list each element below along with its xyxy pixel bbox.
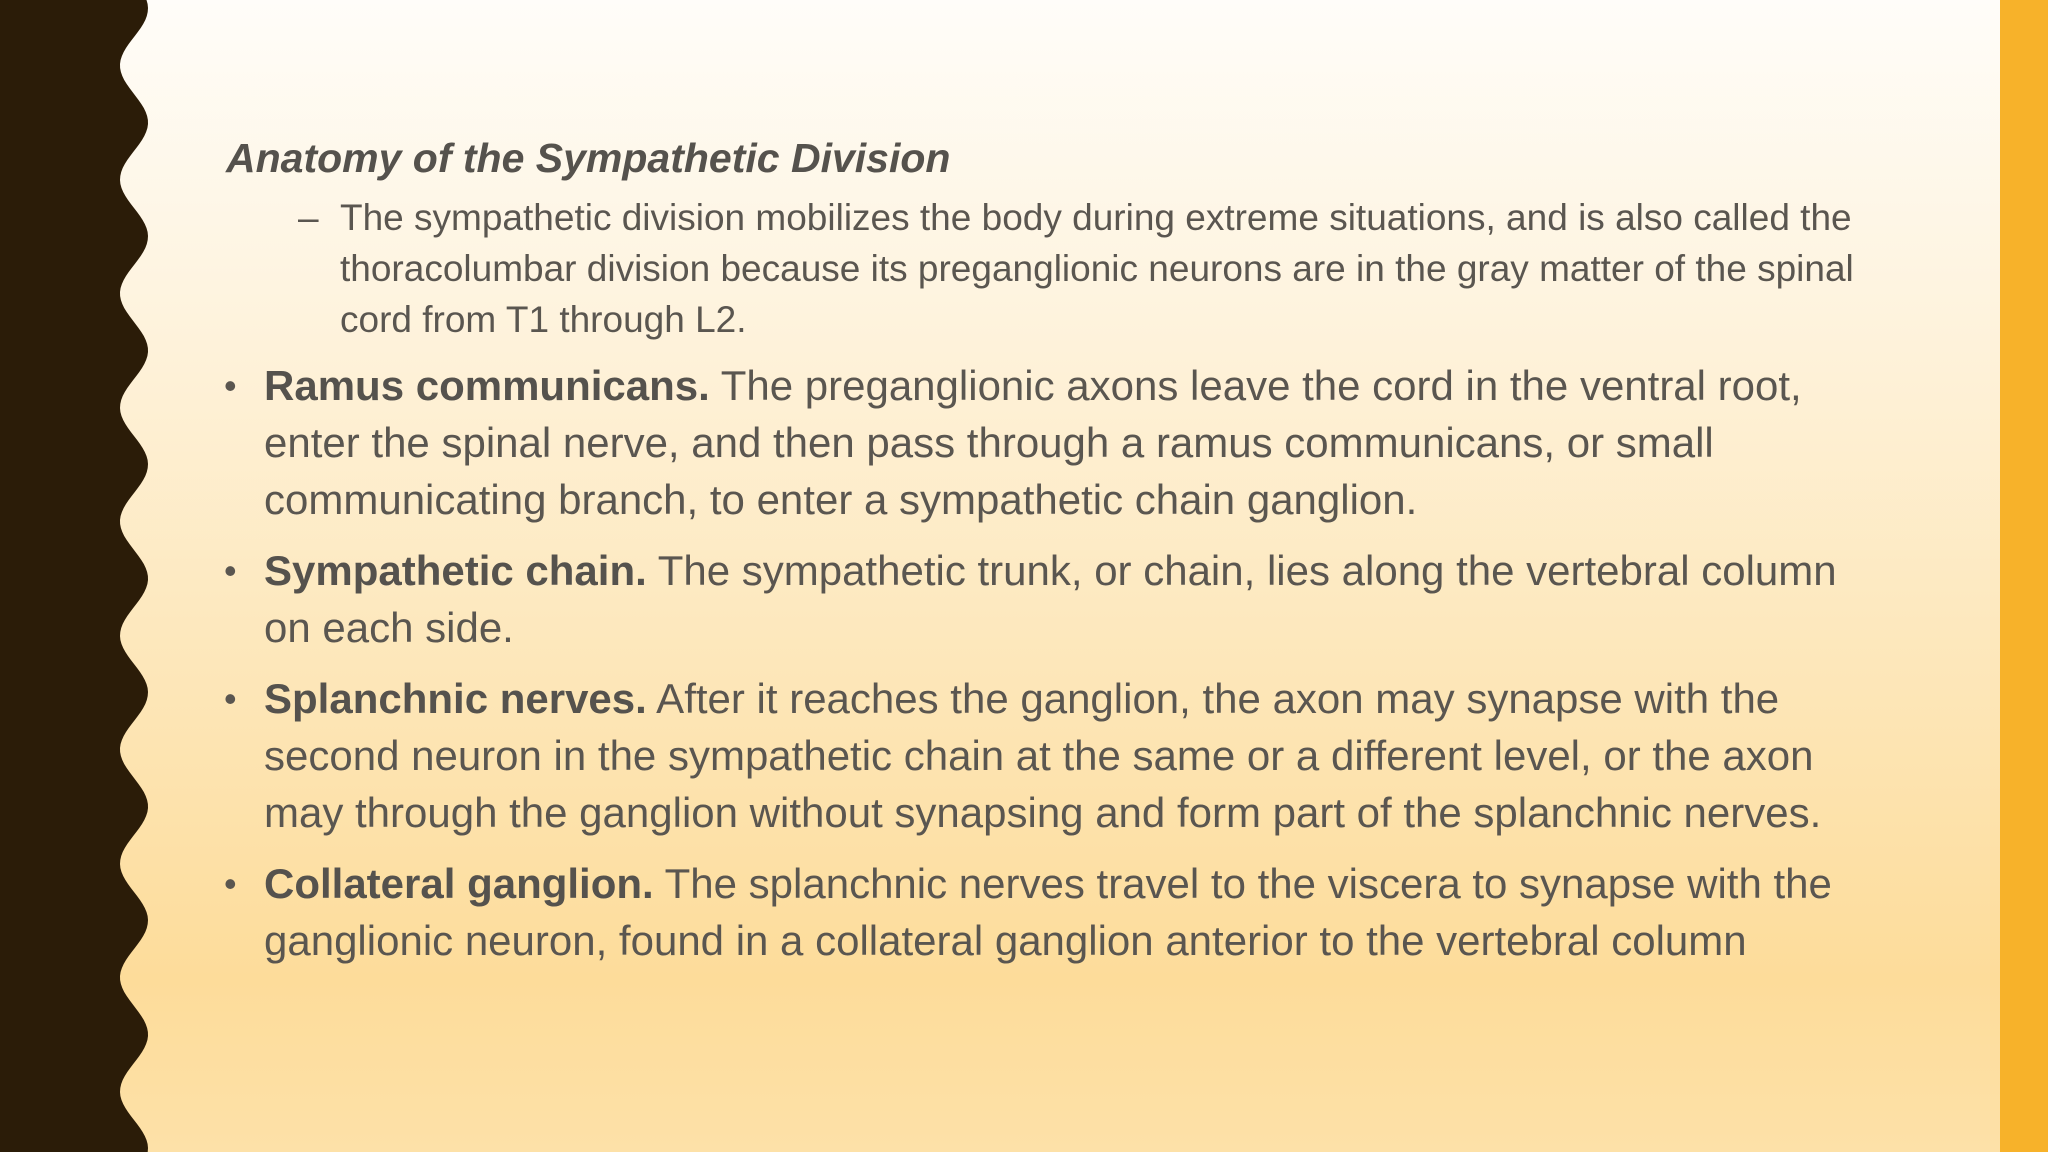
bullet-term: Sympathetic chain. bbox=[264, 547, 647, 594]
bullet-term: Splanchnic nerves. bbox=[264, 675, 647, 722]
bullet-marker: • bbox=[224, 550, 237, 591]
dash-marker: – bbox=[298, 197, 319, 238]
bullet-text: After it reaches the ganglion, the axon may synapse with the second neuron in the sympathetic chain at the same or a different level, or the axon may through the ganglion without synapsing and form part of the splanchnic nerves. bbox=[264, 675, 1822, 836]
sub-bullet bbox=[298, 192, 1866, 345]
sub-bullet-text: The sympathetic division mobilizes the body during extreme situations, and is also called the thoracolumbar division because its preganglionic neurons are in the gray matter of the spinal cord from T1 through L2. bbox=[340, 197, 1854, 340]
bullet-text: The preganglionic axons leave the cord in the ventral root, enter the spinal nerve, and then pass through a ramus communicans, or small communicating branch, to enter a sympathetic chain ganglion. bbox=[264, 362, 1802, 523]
bullet-marker: • bbox=[224, 863, 237, 904]
bullet-text: The sympathetic trunk, or chain, lies along the vertebral column on each side. bbox=[264, 547, 1837, 651]
right-accent-bar bbox=[2000, 0, 2048, 1152]
bullet-marker: • bbox=[224, 365, 237, 406]
bullet-term: Ramus communicans. bbox=[264, 362, 710, 409]
bullet-list bbox=[226, 357, 1866, 969]
bullet-term: Collateral ganglion. bbox=[264, 860, 654, 907]
bullet-marker: • bbox=[224, 678, 237, 719]
bullet-text: The splanchnic nerves travel to the viscera to synapse with the ganglionic neuron, found in a collateral ganglion anterior to the vertebral column bbox=[264, 860, 1832, 964]
bullet-splanchnic-nerves bbox=[224, 670, 1866, 841]
left-wave-decoration bbox=[0, 0, 160, 1152]
wave-shape bbox=[0, 0, 148, 1152]
bullet-ramus-communicans bbox=[224, 357, 1866, 528]
slide-heading: Anatomy of the Sympathetic Division bbox=[226, 135, 951, 181]
slide-content bbox=[226, 128, 1866, 983]
bullet-sympathetic-chain bbox=[224, 542, 1866, 656]
bullet-collateral-ganglion bbox=[224, 855, 1866, 969]
